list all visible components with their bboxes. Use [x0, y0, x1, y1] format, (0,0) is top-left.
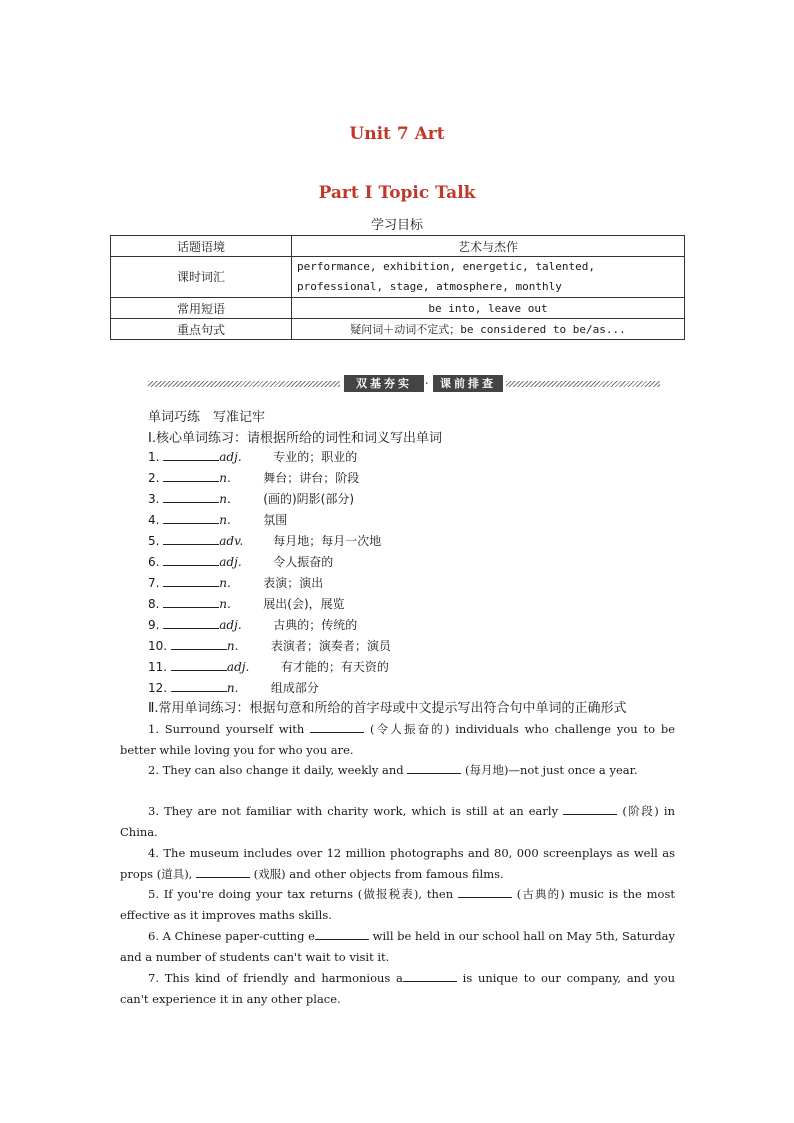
part-of-speech: n. — [219, 576, 231, 590]
vocab-item — [148, 679, 319, 696]
part-of-speech: n. — [226, 639, 239, 653]
part-of-speech: n. — [219, 597, 231, 611]
sentence-part: 2. They can also change it daily, weekly and — [148, 763, 408, 777]
sentence-part: (古典的) music is the most effective as it improves maths skills. — [120, 887, 675, 922]
part1-heading: Ⅰ.核心单词练习：请根据所给的词性和词义写出单词 — [148, 431, 442, 446]
part-of-speech: n. — [226, 681, 239, 695]
goal-value: be into, leave out — [292, 298, 685, 319]
answer-blank[interactable] — [315, 929, 369, 940]
item-meaning: 有才能的；有天资的 — [280, 660, 389, 674]
answer-blank[interactable] — [163, 448, 219, 461]
part-of-speech: adj. — [219, 618, 242, 632]
answer-blank[interactable] — [403, 971, 457, 982]
vocab-item — [148, 553, 333, 570]
vocab-item — [148, 595, 345, 612]
vocab-item — [148, 637, 391, 654]
answer-blank[interactable] — [163, 574, 219, 587]
table-row — [111, 236, 685, 257]
banner-hatch-right — [506, 381, 660, 387]
item-meaning: 表演；演出 — [263, 576, 324, 590]
answer-blank[interactable] — [163, 469, 219, 482]
sentence-part: (每月地)—not just once a year. — [461, 763, 638, 777]
banner-hatch-left — [148, 381, 340, 387]
item-meaning: 舞台；讲台；阶段 — [263, 471, 360, 485]
table-row — [111, 319, 685, 340]
part-of-speech: adv. — [219, 534, 244, 548]
item-meaning: 每月地；每月一次地 — [273, 534, 382, 548]
vocab-item — [148, 574, 323, 591]
answer-blank[interactable] — [458, 887, 512, 898]
exercise-sentence — [120, 884, 675, 926]
vocab-item — [148, 532, 381, 549]
banner-label-left: 双基夯实 — [344, 375, 424, 392]
part-of-speech: n. — [219, 471, 231, 485]
item-number: 4. — [148, 513, 160, 527]
item-meaning: 氛围 — [263, 513, 288, 527]
answer-blank[interactable] — [196, 867, 250, 878]
goals-label: 学习目标 — [370, 218, 423, 233]
part-of-speech: adj. — [226, 660, 250, 674]
vocab-item — [148, 490, 354, 507]
banner-dot: · — [425, 377, 429, 390]
part2-heading: Ⅱ.常用单词练习：根据句意和所给的首字母或中文提示写出符合句中单词的正确形式 — [148, 701, 627, 716]
item-meaning: 令人振奋的 — [273, 555, 334, 569]
unit-title: Unit 7 Art — [349, 124, 445, 144]
goal-value: 疑问词＋动词不定式；be considered to be/as... — [292, 319, 685, 340]
goal-key: 常用短语 — [111, 298, 292, 319]
vocab-item — [148, 448, 357, 465]
banner-label-right: 课前排查 — [433, 375, 503, 392]
goal-key: 重点句式 — [111, 319, 292, 340]
section-banner — [148, 374, 660, 394]
exercise-sentence — [120, 801, 675, 843]
answer-blank[interactable] — [163, 490, 219, 503]
answer-blank[interactable] — [310, 722, 364, 733]
answer-blank[interactable] — [563, 804, 617, 815]
exercise-sentence — [120, 760, 675, 781]
item-number: 11. — [148, 660, 168, 674]
answer-blank[interactable] — [163, 595, 219, 608]
item-number: 8. — [148, 597, 160, 611]
sentence-part: 7. This kind of friendly and harmonious a — [148, 971, 403, 985]
item-meaning: 组成部分 — [270, 681, 319, 695]
answer-blank[interactable] — [163, 511, 219, 524]
goal-value-line: professional, stage, atmosphere, monthly — [297, 280, 562, 293]
part-of-speech: adj. — [219, 555, 242, 569]
vocab-item — [148, 658, 389, 675]
answer-blank[interactable] — [163, 532, 219, 545]
table-row — [111, 257, 685, 298]
part-of-speech: n. — [219, 492, 231, 506]
item-meaning: 古典的；传统的 — [273, 618, 358, 632]
item-number: 1. — [148, 450, 160, 464]
item-meaning: 展出(会)，展览 — [263, 597, 345, 611]
goal-value — [292, 257, 685, 298]
vocab-item — [148, 616, 357, 633]
section-heading: 单词巧练 写准记牢 — [148, 410, 266, 425]
item-number: 5. — [148, 534, 160, 548]
vocab-item — [148, 511, 287, 528]
item-number: 3. — [148, 492, 160, 506]
item-number: 12. — [148, 681, 168, 695]
sentence-part: 1. Surround yourself with — [148, 722, 311, 736]
answer-blank[interactable] — [171, 679, 227, 692]
learning-goals-table — [110, 235, 685, 340]
exercise-sentence — [120, 926, 675, 968]
table-row — [111, 298, 685, 319]
item-meaning: 表演者；演奏者；演员 — [270, 639, 391, 653]
part-of-speech: n. — [219, 513, 231, 527]
answer-blank[interactable] — [171, 658, 227, 671]
vocab-item — [148, 469, 359, 486]
goal-key: 课时词汇 — [111, 257, 292, 298]
goal-key: 话题语境 — [111, 236, 292, 257]
sentence-part: 4. The museum includes over 12 million photographs and 80, 000 screenplays as well as props (道具), — [120, 846, 675, 881]
item-meaning: 专业的；职业的 — [273, 450, 358, 464]
sentence-part: 6. A Chinese paper-cutting e — [148, 929, 315, 943]
sentence-part: (戏服) and other objects from famous films. — [250, 866, 504, 881]
sentence-part: 5. If you're doing your tax returns (做报税表), then — [148, 887, 458, 901]
answer-blank[interactable] — [407, 763, 461, 774]
sentence-part: 3. They are not familiar with charity work, which is still at an early — [148, 804, 564, 818]
sentence-part: (令人振奋的) individuals who challenge you to be better while loving you for who you are. — [120, 722, 675, 757]
item-number: 6. — [148, 555, 160, 569]
sentence-part: (阶段) in China. — [120, 804, 675, 839]
part-title: Part Ⅰ Topic Talk — [318, 183, 476, 203]
exercise-sentence — [120, 843, 675, 885]
item-meaning: (画的)阴影(部分) — [263, 492, 355, 506]
item-number: 2. — [148, 471, 160, 485]
item-number: 7. — [148, 576, 160, 590]
part-of-speech: adj. — [219, 450, 242, 464]
sentence-part: will be held in our school hall on May 5th, Saturday and a number of students can't wait to visit it. — [120, 929, 676, 964]
answer-blank[interactable] — [171, 637, 227, 650]
sentence-part: is unique to our company, and you can't experience it in any other place. — [120, 971, 675, 1006]
goal-value: 艺术与杰作 — [292, 236, 685, 257]
answer-blank[interactable] — [163, 616, 219, 629]
exercise-sentence — [120, 968, 675, 1010]
item-number: 9. — [148, 618, 160, 632]
goal-value-line: performance, exhibition, energetic, talented, — [297, 260, 596, 273]
item-number: 10. — [148, 639, 168, 653]
exercise-sentence — [120, 719, 675, 761]
answer-blank[interactable] — [163, 553, 219, 566]
